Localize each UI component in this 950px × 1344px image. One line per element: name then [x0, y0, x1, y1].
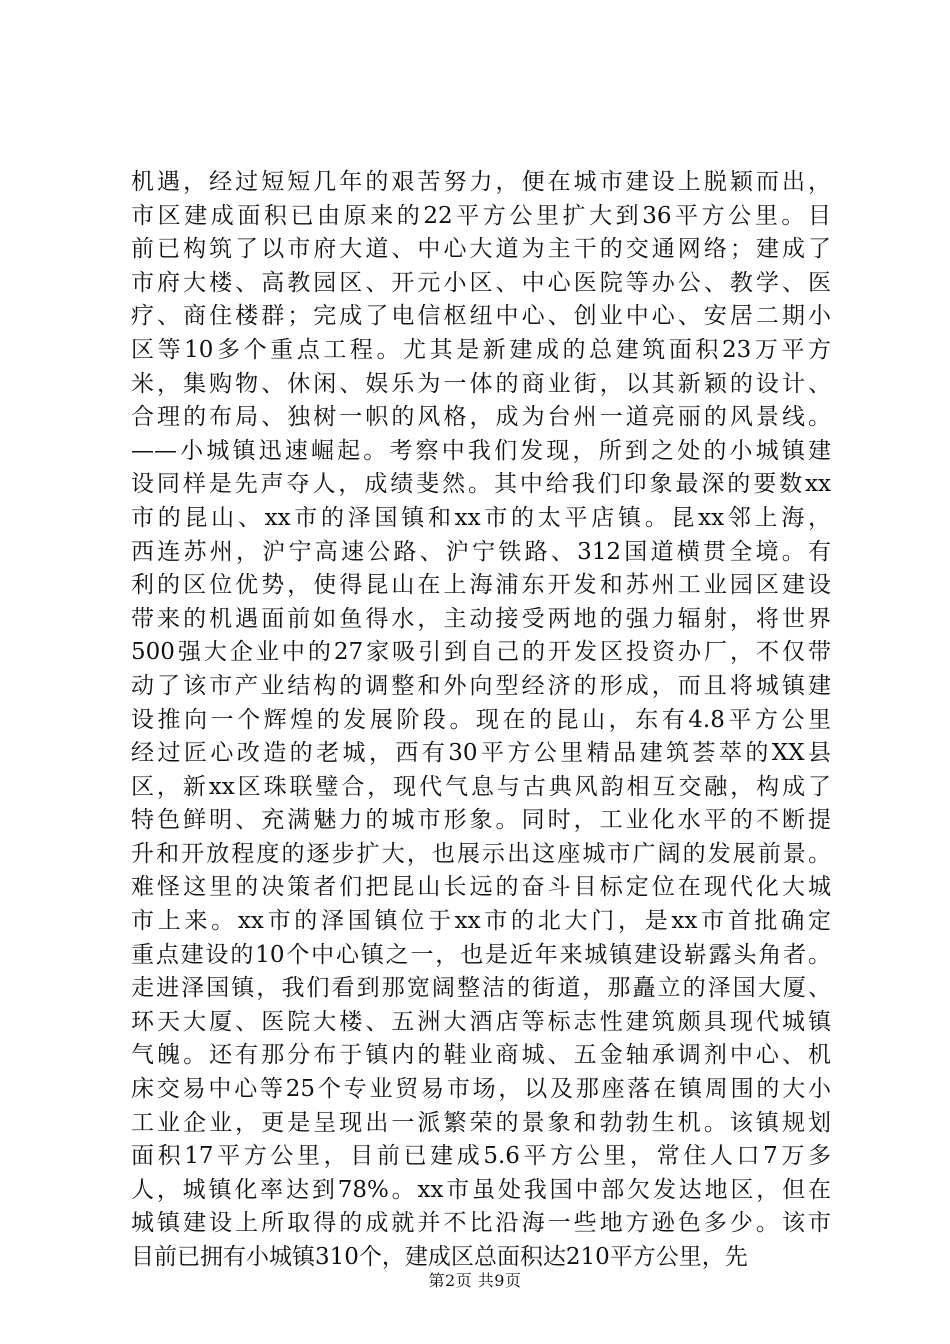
text-line: 经过匠心改造的老城，西有30平方公里精品建筑荟萃的XX县: [131, 740, 831, 767]
text-line: 机遇，经过短短几年的艰苦努力，便在城市建设上脱颖而出，: [131, 169, 831, 195]
text-line: 疗、商住楼群；完成了电信枢纽中心、创业中心、安居二期小: [131, 303, 831, 330]
text-line: 市府大楼、高教园区、开元小区、中心医院等办公、教学、医: [131, 269, 831, 296]
text-line: 米，集购物、休闲、娱乐为一体的商业街，以其新颖的设计、: [131, 370, 831, 397]
text-line: 难怪这里的决策者们把昆山长远的奋斗目标定位在现代化大城: [131, 874, 831, 901]
text-line: 前已构筑了以市府大道、中心大道为主干的交通网络；建成了: [131, 236, 831, 263]
text-line: 人，城镇化率达到78%。xx市虽处我国中部欠发达地区，但在: [131, 1176, 831, 1203]
text-line: 特色鲜明、充满魅力的城市形象。同时，工业化水平的不断提: [131, 807, 831, 834]
text-line: 工业企业，更是呈现出一派繁荣的景象和勃勃生机。该镇规划: [131, 1109, 831, 1136]
text-line: 重点建设的10个中心镇之一，也是近年来城镇建设崭露头角者。: [131, 941, 831, 968]
text-line: 气魄。还有那分布于镇内的鞋业商城、五金轴承调剂中心、机: [131, 1042, 831, 1069]
text-line: 城镇建设上所取得的成就并不比沿海一些地方逊色多少。该市: [131, 1210, 831, 1237]
text-line: 设推向一个辉煌的发展阶段。现在的昆山，东有4.8平方公里: [131, 706, 831, 733]
text-line: 环天大厦、医院大楼、五洲大酒店等标志性建筑颇具现代城镇: [131, 1008, 831, 1035]
text-line: ——小城镇迅速崛起。考察中我们发现，所到之处的小城镇建: [131, 437, 831, 464]
text-line: 500强大企业中的27家吸引到自己的开发区投资办厂，不仅带: [131, 639, 831, 666]
text-line: 目前已拥有小城镇310个，建成区总面积达210平方公里，先: [131, 1244, 748, 1270]
text-line: 走进泽国镇，我们看到那宽阔整洁的街道，那矗立的泽国大厦、: [131, 975, 831, 1002]
text-line: 合理的布局、独树一帜的风格，成为台州一道亮丽的风景线。: [131, 404, 831, 431]
text-line: 利的区位优势，使得昆山在上海浦东开发和苏州工业园区建设: [131, 572, 831, 599]
text-line: 升和开放程度的逐步扩大，也展示出这座城市广阔的发展前景。: [131, 840, 831, 867]
body-text: [131, 166, 831, 1275]
text-line: 区，新xx区珠联璧合，现代气息与古典风韵相互交融，构成了: [131, 773, 831, 800]
text-line: 带来的机遇面前如鱼得水，主动接受两地的强力辐射，将世界: [131, 605, 831, 632]
text-line: 床交易中心等25个专业贸易市场，以及那座落在镇周围的大小: [131, 1076, 831, 1103]
text-line: 市上来。xx市的泽国镇位于xx市的北大门，是xx市首批确定: [131, 908, 831, 935]
page-footer: 第2页 共9页: [428, 1271, 522, 1290]
text-line: 市区建成面积已由原来的22平方公里扩大到36平方公里。目: [131, 202, 831, 229]
text-line: 西连苏州，沪宁高速公路、沪宁铁路、312国道横贯全境。有: [131, 538, 831, 565]
text-line: 面积17平方公里，目前已建成5.6平方公里，常住人口7万多: [131, 1143, 831, 1170]
text-line: 动了该市产业结构的调整和外向型经济的形成，而且将城镇建: [131, 672, 831, 699]
text-line: 设同样是先声夺人，成绩斐然。其中给我们印象最深的要数xx: [131, 471, 831, 498]
text-line: 区等10多个重点工程。尤其是新建成的总建筑面积23万平方: [131, 336, 831, 363]
text-line: 市的昆山、xx市的泽国镇和xx市的太平店镇。昆xx邻上海，: [131, 504, 831, 531]
